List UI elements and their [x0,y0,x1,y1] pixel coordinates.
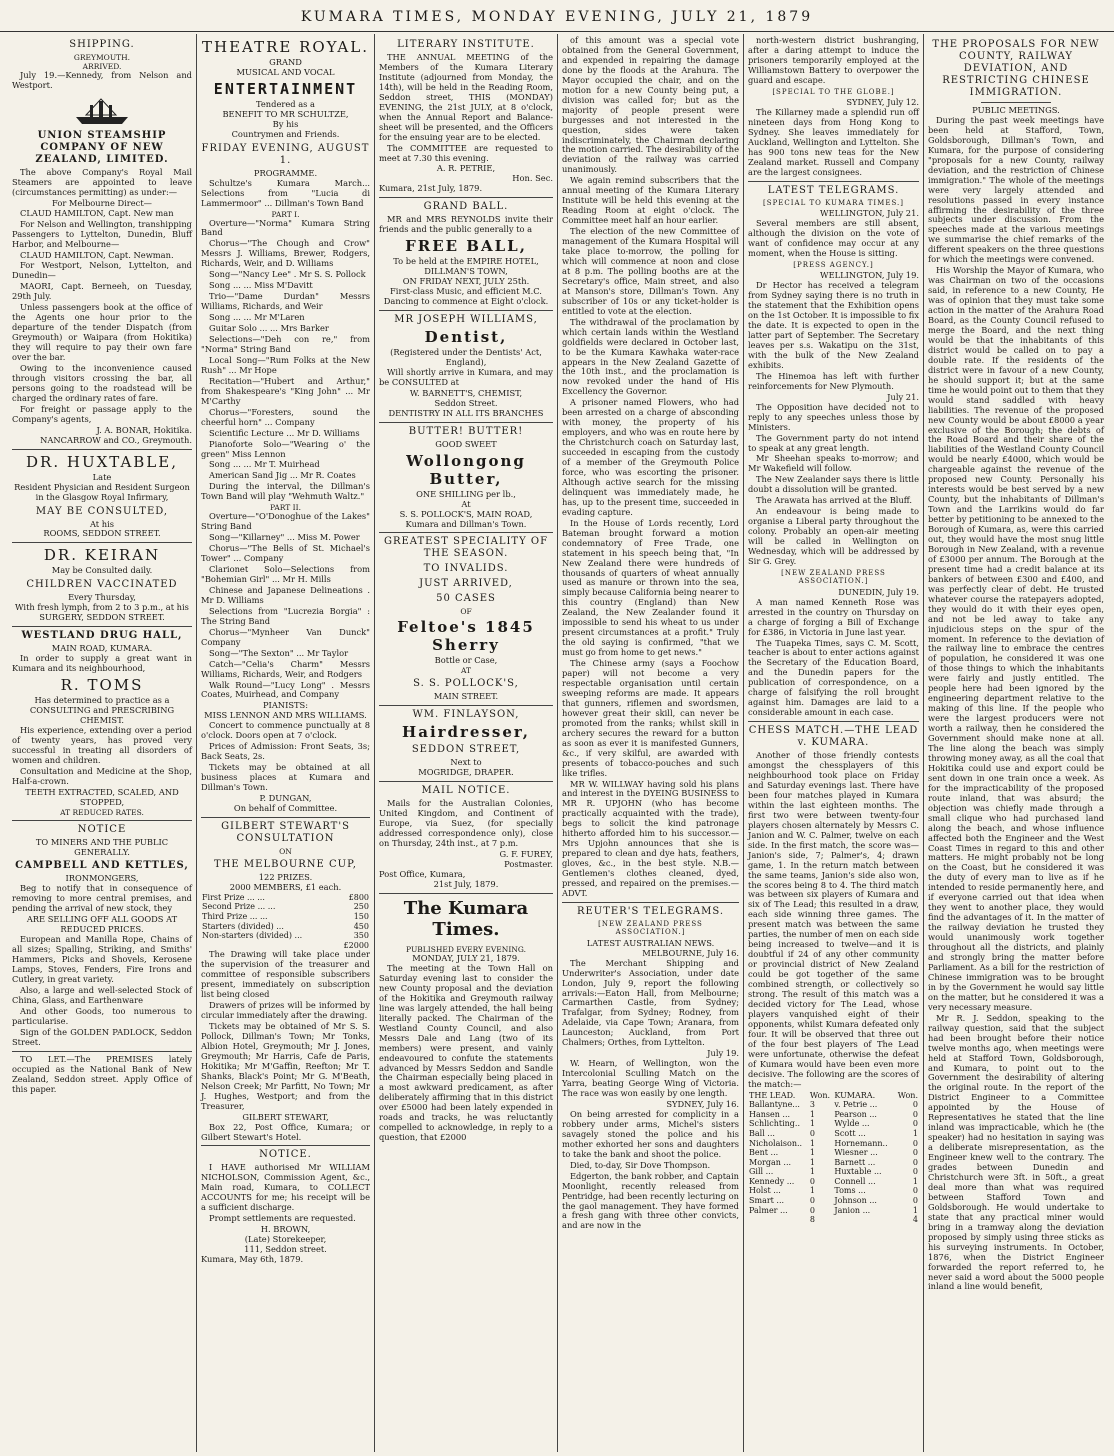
news-paragraph: His Worship the Mayor of Kumara, who was Chairman on two of the occasions said, in reference to a new County, He was of opinion that they must take some action in the matter of the Arahura Road Board, as the County Council refused to merge the Board, and the next thing would be that the inhabitants of this district would be called on to pay a double rate. If the residents of the district were in favour of a new County, he should support it; but at the same time he would point out to them that they would stand saddled with heavy liabilities. The revenue of the proposed new County would be about £8000 a year exclusive of the Borough; the debts of the Road Board and their share of the liabilities of the Westland County Council would be nearly £4000, which would be chargeable against the revenue of the proposed new County. Personally his interests would be best served by a new County, but the inhabitants of Dillman's Town and the Larrikins would do far better by petitioning to be annexed to the Borough of Kumara, as, were this carried out, they would have the most snug little Borough in New Zealand, with a revenue of £3000 per annum. The Borough at the present time had a credit balance at its bankers of between £300 and £400, and was perfectly clear of debt. He trusted whatever course the ratepayers adopted, they would do it with their eyes open, and not be led away to take any injudicious steps on the spur of the moment. In reference to the deviation of the railway line to embrace the centres of population, he considered it was one of those things to which the inhabitants were fairly and justly entitled. The people here had been ignored by the engineering department relative to the making of this line. If the people who were the largest producers were not worth a railway, then he considered the Government should make none at all. The line along the beach was simply throwing money away, as all the coal that Hokitika could use and export could be sent down in one train once a week. As for the impracticability of the proposed route inland, that was absurd; the objection was chiefly made through a small clique who had purchased land along the beach, and whose influence affected both the Engineer and the West Coast Times in regard to this and other matters. He might probably not be long on the Coast, but he considered it was the duty of every man to live as if he intended to reside permanently here, and if everyone carried out that idea when they went to another place, they would find the advantages of it. In the matter of the railway deviation he trusted they would unanimously work together throughout all the districts, and plainly and strongly bring the matter before Parliament. As a bill for the restriction of Chinese immigration was to be brought in by the Government he would say little on the matter, but he considered it was a very necessary measure. [928,265,1104,1012]
consultation-on: ON [279,846,292,856]
brown-date: Kumara, May 6th, 1879. [201,1254,304,1265]
theatre-entertainment: ENTERTAINMENT [213,79,358,98]
toms-consultation: Consultation and Medicine at the Shop, Half-a-crown. [12,765,192,786]
editorial-text: The meeting at the Town Hall on Saturday evening last to consider the new County proposal and the deviation of the Hokitika and Greymouth railway line was largely attended, the hall being literally packed. The Chairman of the Westland County Council, and also Messrs Dale and Lang (two of its members) were present, and vainly endeavoured to confute the statements advanced by Messrs Seddon and Sandle the Chairman especially being placed in a most awkward predicament, as after deliberately affirming that in this district over £5000 had been lately expended in roads and tracks, he was reluctantly compelled to acknowledge, in reply to a question, that £2000 [379,962,553,1143]
mail-notice-title: MAIL NOTICE. [421,785,511,797]
news-paragraph: Dr Hector has received a telegram from Sydney saying there is no truth in the statement that the Exhibition opens on the 1st October. It is impossible to fix the date. It is expected to open in the latter part of September. The Secretary leaves per s.s. Wakatipu on the 31st, with the bulk of the New Zealand exhibits. [748,280,919,370]
globe-tag: [SPECIAL TO THE GLOBE.] [772,87,895,96]
theatre-tendered: Tendered as a [256,98,315,109]
literary-title: LITERARY INSTITUTE. [397,39,535,50]
news-paragraph: Several members are still absent, although the division on the vote of want of confidence may occur at any moment, when the House is sitting. [748,218,919,258]
dateline-july21: July 21. [887,391,919,402]
huxtable-consult: MAY BE CONSULTED, [35,505,169,517]
programme-item: Schultze's Kumara March... Selections from "Lucia di Lammermoor" ... Dillman's Town Band [201,177,370,208]
hairdresser-title: Hairdresser, [402,723,530,742]
campbell-china: Also, a large and well-selected Stock of China, Glass, and Earthenware [12,984,192,1005]
dentist-title: Dentist, [424,328,508,347]
teeth-notice: TEETH EXTRACTED, SCALED, AND STOPPED, [25,786,179,807]
programme-item: Chorus—"The Bells of St. Michael's Tower" ... Company [201,543,370,564]
part-1-heading: PART I. [271,209,300,219]
masthead: KUMARA TIMES, MONDAY EVENING, JULY 21, 1879 [0,0,1114,32]
theatre-friends: Countrymen and Friends. [231,128,340,139]
steamship-icon [72,93,132,127]
programme-item: Selections from "Lucrezia Borgia" : The String Band [201,605,370,626]
nelson-route: For Nelson and Wellington, transhipping Passengers to Lyttelton, Dunedin, Bluff Harbor, and Melbourne— [12,218,192,249]
programme-item: Walk Round—"Lucy Long" . Messrs Coates, Muirhead, and Company [201,679,370,700]
news-paragraph: A prisoner named Flowers, who had been arrested on a charge of absconding with money, the property of his employers, and who was en route here by the Christchurch coach on Saturday last, succeeded in escaping from the custody of a member of the Greymouth Police force, who was escorting the prisoner. Although active search for the missing delinquent was immediately made, he has, up to the present time, succeeded in evading capture. [562,397,739,517]
programme-item: Trio—"Dame Durdan" Messrs Williams, Richards, and Weir [201,291,370,312]
news-paragraph: The Arawata has arrived at the Bluff. [756,495,913,506]
campbell-sign: Sign of the GOLDEN PADLOCK, Seddon Street. [12,1026,192,1047]
agent-bonar: J. A. BONAR, Hokitika. [96,424,192,435]
speciality-title: GREATEST SPECIALITY OF THE SEASON. [383,536,549,560]
dungan-name: P. DUNGAN, [259,793,312,803]
table-row: Third Prize ... ... 150 [202,912,369,921]
melbourne-route: For Melbourne Direct— [52,197,152,208]
furey-name: G. F. FUREY, [499,849,553,860]
greymouth-heading: GREYMOUTH. [73,53,131,62]
programme-item: Guitar Solo ... ... Mrs Barker [209,323,329,334]
news-paragraph: The New Zealander says there is little doubt a dissolution will be granted. [748,474,919,495]
theatre-musical: MUSICAL AND VOCAL [236,66,335,77]
to-let-notice: TO LET.—The PREMISES lately occupied as the National Bank of New Zealand, Seddon street. Apply Office of this paper. [12,1053,192,1094]
column-3 [374,34,557,1452]
butter-pollock: S. S. POLLOCK'S, MAIN ROAD, [399,508,533,519]
concert-time: Concert to commence punctually at 8 o'clock. Doors open at 7 o'clock. [201,720,370,741]
news-paragraph: On being arrested for complicity in a robbery under arms, Michel's sisters savagely stoned the police and his mother exhorted her sons and daughters to take the bank and shoot the police. [562,1108,739,1159]
news-paragraph: Another of those friendly contests amongst the chessplayers of this neighbourhood took place on Friday and Saturday evenings last. There have been four matches played in Kumara within the last eighteen months. The first two were between twenty-four players chosen alternately by Messrs C. Janion and W. C. Palmer, twelve on each side. In the first match, the score was—Janion's side, 7; Palmer's, 4; drawn game, 1. In the return match between the same teams, Janion's side also won, the scores being 8 to 4. The third match was between six players of Kumara and six of The Lead; this resulted in a draw, each side winning three games. The present match was between the same parties, the number of men on each side being increased to twelve—and it is doubtful if 24 of any other community or provincial district of New Zealand could be got together of the same combined strength, or collectively so strong. The result of this match was a decided victory for The Lead, whose players vanquished eight of their opponents, whilst Kumara defeated only four. It will be observed that three out of the four best players of The Lead were unfortunate, otherwise the defeat of Kumara would have been even more decisive. The following are the scores of the match:— [748,750,919,1089]
grand-ball-title: GRAND BALL. [423,201,509,213]
dateline-sydney: SYDNEY, July 16. [666,1099,739,1109]
of-label: OF [460,607,472,617]
dateline-sydney: SYDNEY, July 12. [846,97,919,108]
news-paragraph: The Opposition have decided not to reply to any speeches unless those by Ministers. [748,401,919,432]
table-row: Kennedy ... 0 Connell ... 1 [749,1176,918,1186]
wollongong-butter: Wollongong Butter, [406,451,526,488]
column-2 [196,34,374,1452]
latest-australian: LATEST AUSTRALIAN NEWS. [586,937,715,948]
claud-hamilton-1: CLAUD HAMILTON, Capt. New man [20,207,174,218]
table-row: £2000 [343,940,369,950]
finlayson-next: Next to [450,757,482,768]
programme-item: Selections—"Deh con re," from "Norma" String Band [201,334,370,354]
huxtable-credentials: Resident Physician and Resident Surgeon in the Glasgow Royal Infirmary, [14,481,190,502]
keiran-thursday: Every Thursday, [68,592,136,603]
column-5 [743,34,923,1452]
notice-2-text: I HAVE authorised Mr WILLIAM NICHOLSON, Commission Agent, &c., Main road, Kumara, to COLLECT ACCOUNTS for me; his receipt will be a sufficient discharge. [201,1162,370,1213]
programme-item: Song ... ... Mr T. Muirhead [209,459,320,470]
gs-box: Box 22, Post Office, Kumara; or Gilbert Stewart's Hotel. [201,1121,370,1142]
programme-item: Song—"Nancy Lee" . Mr S. S. Pollock [209,269,366,280]
furey-title: Postmaster. [504,858,553,869]
literary-text: THE ANNUAL MEETING of the Members of the Kumara Literary Institute (adjourned from Monday, the 14th), will be held in the Reading Room, Seddon street, THIS (MONDAY) EVENING, the 21st JULY, at 8 o'clock, when the Annual Report and Balance-sheet will be presented, and the Officers for the ensuing year are to be elected. [379,52,553,142]
programme-item: Chinese and Japanese Delineations . Mr D. Williams [201,584,370,605]
dentist-reg: (Registered under the Dentists' Act, England), [390,347,542,367]
mail-notice-text: Mails for the Australian Colonies, United Kingdom, and Continent of Europe, via Suez, (for specially addressed correspondence only), close on Thursday, 24th inst., at 7 p.m. [379,798,553,849]
table-row: Nicholaison.. 1 Hornemann.. 0 [749,1138,918,1148]
news-paragraph: The Tuapeka Times, says C. M. Scott, teacher is about to enter actions against the Secretary of the Education Board, and the Dunedin papers for the publication of correspondence, on a charge of falsifying the roll brought against him. Damages are laid to a considerable amount in each case. [748,637,919,718]
campbell-title: CAMPBELL AND KETTLES, [15,860,189,872]
published-note: PUBLISHED EVERY EVENING. [406,945,526,955]
petrie-title: Hon. Sec. [512,173,553,184]
free-ball: FREE BALL, [405,237,527,256]
toms-name: R. TOMS [60,676,144,695]
butter-towns: Kumara and Dillman's Town. [405,518,527,529]
news-paragraph: of this amount was a special vote obtained from the General Government, and expended in repairing the damage done by the floods at the Arahura. The Mayor occupied the chair, and on the motion for a new County being put, a division was called for; but as the majority of people present were burgesses and not interested in the question, sides were taken indiscriminately, the Chairman declaring the motion carried. The desirability of the deviation of the railway was carried unanimously. [562,35,739,175]
keiran-surgery: SURGERY, SEDDON STREET. [39,612,165,623]
news-paragraph: The Killarney made a splendid run off nineteen days from Hong Kong to Sydney. She leaves immediately for Auckland, Wellington and Lyttelton. She has 900 tons new teas for the New Zealand market. Russell and Company are the largest consignees. [748,107,919,177]
programme-heading: PROGRAMME. [253,167,318,178]
cases-count: 50 CASES [436,593,496,605]
table-row: Ballantyne... 3 v. Petrie ... 0 [749,1100,918,1110]
column-1 [8,34,196,1452]
table-row: Non-starters (divided) ... 350 [202,931,369,941]
table-row: Ball ... 0 Scott ... 1 [749,1128,918,1138]
table-row: Bent ... 1 Wiesner ... 0 [749,1148,918,1158]
usc-intro: The above Company's Royal Mail Steamers are appointed to leave (circumstances permitting) as under:— [12,166,192,197]
dateline-dunedin: DUNEDIN, July 19. [838,586,919,597]
empire-hotel: To be held at the EMPIRE HOTEL, [393,256,539,267]
teeth-rates: AT REDUCED RATES. [60,807,144,817]
nzpa-tag: [NEW ZEALAND PRESS ASSOCIATION.] [781,568,886,586]
programme-item: Recitation—"Hubert and Arthur," from Shakespeare's "King John" ... Mr M'Carthy [201,375,370,406]
press-agency-tag: [PRESS AGENCY.] [793,260,874,269]
programme-item: Scientific Lecture ... Mr D. Williams [209,427,360,438]
agent-nancarrow: NANCARROW and CO., Greymouth. [40,434,192,445]
table-header: THE LEAD. Won. KUMARA. Won. [749,1090,918,1100]
invalids-title: TO INVALIDS. [423,563,509,575]
campbell-intro: Beg to notify that in consequence of removing to more central premises, and pending the arrival of new stock, they [12,883,192,914]
maori-ship: MAORI, Capt. Berneeh, on Tuesday, 29th July. [12,281,192,302]
programme-item: Chorus—"Mynheer Van Dunck" Company [201,626,370,647]
ball-dancing: Dancing to commence at Eight o'clock. [383,296,549,307]
shipping-heading: SHIPPING. [69,39,135,50]
programme-item: Song—"The Sexton" ... Mr Taylor [209,647,349,658]
usc-title: UNION STEAMSHIP COMPANY OF NEW ZEALAND, LIMITED. [35,129,169,165]
news-paragraph: A man named Kenneth Rose was arrested in the country on Thursday on a charge of forging a Bill of Exchange for £386, in Victoria in June last year. [748,596,919,637]
finlayson-name: WM. FINLAYSON, [412,709,520,721]
huxtable-rooms: ROOMS, SEDDON STREET. [43,528,161,539]
campbell-iron: IRONMONGERS, [65,873,139,884]
arrived-label: ARRIVED. [82,62,122,71]
notice-heading: NOTICE [77,823,127,835]
table-row: Morgan ... 1 Barnett ... 0 [749,1157,918,1167]
consultation-title: GILBERT STEWART'S CONSULTATION [221,820,350,844]
programme-item: Song ... ... Miss M'Davitt [209,280,313,291]
keiran-name: DR. KEIRAN [43,546,161,565]
finlayson-street: SEDDON STREET, [411,744,521,756]
drawing-note: The Drawing will take place under the supervision of the treasurer and committee of responsible subscribers present, immediately on subscription list being closed [201,949,370,1000]
just-arrived: JUST ARRIVED, [419,578,513,590]
pianists-names: MISS LENNON AND MRS WILLIAMS. [204,710,367,721]
sherry-pollock: S. S. POLLOCK'S, [413,678,519,690]
theatre-benefit: BENEFIT TO MR SCHULTZE, [222,108,349,119]
table-row: Holst ... 1 Toms ... 0 [749,1186,918,1196]
notice-miners: TO MINERS AND THE PUBLIC GENERALLY. [35,836,169,857]
mogridge-draper: MOGRIDGE, DRAPER. [418,767,514,778]
news-paragraph: Mr Sheehan speaks to-morrow; and Mr Wakefield will follow. [748,453,919,474]
dateline-wellington-19: WELLINGTON, July 19. [820,270,919,281]
brown-addr: 111, Seddon street. [244,1244,327,1255]
usc-fare-notice: Unless passengers book at the office of the Agents one hour prior to the departure of the tender Dispatch (from Greymouth) or Waipara (from Hokitika) they will require to pay their own fare over the bar. [12,302,192,363]
news-paragraph: Died, to-day, Sir Dove Thompson. [570,1159,711,1170]
public-meetings: PUBLIC MEETINGS. [972,105,1060,115]
part-2-heading: PART II. [270,503,301,513]
prize-table [201,893,370,951]
ball-invite: MR and MRS REYNOLDS invite their friends and the public generally to a [379,214,553,235]
news-paragraph: The Chinese army (says a Foochow paper) will not become a very respectable organisation until certain sweeping reforms are made. It appears that gunners, riflemen and swordsmen, however great their skill, can never be promoted from the ranks; whilst skill in archery secures the reward for a button as soon as ever it is manifested Gunners, &c., if very skilful, are awarded with presents of tobacco-pouches and such like trifles. [562,658,739,778]
brown-name: H. BROWN, [260,1224,311,1235]
dentist-street: Seddon Street. [434,397,498,408]
dungan-behalf: On behalf of Committee. [233,802,338,813]
butter-at: At [461,498,471,509]
dentist-name: MR JOSEPH WILLIAMS, [394,314,538,326]
interval-note: During the interval, the Dillman's Town Band will play "Wehmuth Waltz." [201,481,370,502]
proposals-title: THE PROPOSALS FOR NEW COUNTY, RAILWAY DEVIATION, AND RESTRICTING CHINESE IMMIGRATION. [932,39,1100,98]
barnett-chemist: W. BARNETT'S, CHEMIST, [409,387,523,398]
sherry-name: Feltoe's 1845 Sherry [397,618,535,655]
huxtable-late: Late [92,471,112,482]
literary-date: Kumara, 21st July, 1879. [379,183,483,194]
programme-item: Clarionet Solo—Selections from "Bohemian Girl" ... Mr H. Mills [201,564,370,584]
reuters-title: REUTER'S TELEGRAMS. [576,905,725,917]
programme-item: Song—"Killarney" ... Miss M. Power [209,532,360,543]
huxtable-name: DR. HUXTABLE, [26,452,178,471]
drug-hall-intro: In order to supply a great want in Kumara and its neighbourhood, [12,653,192,674]
table-totals: 8 4 [809,1215,918,1225]
sherry-at: AT [460,666,471,676]
notice-2-heading: NOTICE. [259,1149,312,1161]
toms-experience: His experience, extending over a period of twenty years, has proved very successful in treating all disorders of women and children. [12,724,192,765]
programme-item: Chorus—"The Chough and Crow" Messrs J. Williams, Brewer, Rodgers, Richards, Weir, and D. Williams [201,238,370,269]
butter-good: GOOD SWEET [435,438,497,449]
westport-route: For Westport, Nelson, Lyttelton, and Dunedin— [12,260,192,281]
news-paragraph: The withdrawal of the proclamation by which certain lands within the Westland goldfields were declared in October last, to be the Kumara Kawhaka water-race appears in the New Zealand Gazette of the 10th inst., and the proclamation is now revoked under the hand of His Excellency the Governor. [562,316,739,397]
dateline-wellington-21: WELLINGTON, July 21. [820,208,919,219]
programme-item: Catch—"Celia's Charm" Messrs Williams, Richards, Weir, and Rodgers [201,658,370,679]
table-row: Gill ... 1 Huxtable ... 0 [749,1167,918,1177]
arrival-text: July 19.—Kennedy, from Nelson and Westport. [12,70,192,90]
ball-date: ON FRIDAY NEXT, JULY 25th. [402,276,530,287]
programme-item: Overture—"Norma" Kumara String Band [201,217,370,238]
news-paragraph: The Merchant Shipping and Underwriter's Association, under date London, July 9, report the following arrivals:—Eaton Hall, from Melbourne; Carmarthen Castle, from Sydney; Trafalgar, from Sydney; Rodney, from Adelaide, via Cape Town; Aranara, from Launceston; Auckland, from Port Chalmers; Orthes, from Lyttelton. [562,957,739,1048]
petrie-name: A. R. PETRIE, [436,163,496,174]
kumara-times-nameplate: The Kumara Times. [403,897,529,941]
post-date: 21st July, 1879. [433,878,499,889]
table-row: Starters (divided) ... 450 [202,921,369,931]
programme-item: Overture—"O'Donoghue of the Lakes" String Band [201,511,370,532]
chess-table [748,1091,919,1225]
column-4 [557,34,743,1452]
news-paragraph: We again remind subscribers that the annual meeting of the Kumara Literary Institute will be held this evening at the Reading Room at eight o'clock. The Committee meet half an hour earlier. [562,175,739,226]
gs-name: GILBERT STEWART, [242,1111,329,1122]
post-office: Post Office, Kumara, [379,868,466,879]
news-paragraph: The election of the new Committee of management of the Kumara Hospital will take place to-morrow, the polling for which will commence at noon and close at 8 p.m. The polling booths are at the Secretary's office, Main street, and also at Manson's store, Dillman's Town. Any subscriber of 10s or any ticket-holder is entitled to vote at the election. [562,226,739,316]
programme-item: American Sand Jig ... Mr R. Coates [209,470,356,481]
campbell-other: And other Goods, too numerous to particularise. [12,1005,192,1026]
theatre-date: FRIDAY EVENING, AUGUST 1. [201,142,370,166]
toms-chemist: CONSULTING and PRESCRIBING CHEMIST. [29,705,175,725]
programme-item: Chorus—"Foresters, sound the cheerful horn" ... Company [201,406,370,427]
melbourne-cup: THE MELBOURNE CUP, [214,858,357,870]
theatre-by: By his [272,118,299,129]
column-6 [923,34,1108,1452]
drawers-note: Drawers of prizes will be informed by circular immediately after the drawing. [201,1000,370,1021]
news-paragraph: In the House of Lords recently, Lord Bateman brought forward a motion condemnatory of Free Trade, one statement in his speech being that, "In New Zealand there were hundreds of thousands of quarters of wheat annually used as manure or thrown into the sea, simply because California being nearer to this country (England) than New Zealand, the New Zealander found it impossible to send his wheat to us under present circumstances at a profit." Truly the old saying is confirmed, "that we must go from home to get news." [562,517,739,658]
programme-item: Song ... ... Mr M'Laren [209,312,305,323]
admission-prices: Prices of Admission: Front Seats, 3s; Back Seats, 2s. [201,741,370,762]
news-paragraph: The Hinemoa has left with further reinforcements for New Plymouth. [748,370,919,391]
news-paragraph: Edgerton, the bank robber, and Captain Moonlight, recently released from Pentridge, had been recently lecturing on the gaol management. They have formed a fresh gang with three other convicts, and are now in the [562,1170,739,1231]
drug-hall-road: MAIN ROAD, KUMARA. [51,643,153,654]
latest-telegrams-title: LATEST TELEGRAMS. [767,184,900,196]
news-paragraph: During the past week meetings have been held at Stafford, Town, Goldsborough, Dillman's Town, and Kumara, for the purpose of considering "proposals for a new County, railway deviation, and the restriction of Chinese immigration." The whole of the meetings were very largely attended and resolutions passed in every instance affirming the desirability of the three subjects under discussion. From the speeches made at the various meetings we summarise the chief remarks of the different speakers on the three questions for which the meetings were convened. [928,114,1104,265]
keiran-daily: May be Consulted daily. [51,565,153,576]
programme-item: Local Song—"Rum Folks at the New Rush" ... Mr Hope [201,354,370,375]
press-association-tag: [NEW ZEALAND PRESS ASSOCIATION.] [598,919,703,937]
news-paragraph: An endeavour is being made to organise a Liberal party throughout the colony. Probably an open-air meeting will be called in Wellington on Wednesday, which will be addressed by Sir G. Grey. [748,506,919,567]
gs-tickets: Tickets may be obtained of Mr S. S. Pollock, Dillman's Town; Mr Tonks, Albion Hotel, Greymouth; Mr J. Jones, Greymouth; Mr Harris, Cafe de Paris, Hokitika; Mr M'Gaffin, Reefton; Mr T. Shanks, Black's Point; Mr G. M'Beath, Nelson Creek; Mr Parfitt, No Town; Mr J. Hughes, Westport; and from the Treasurer, [201,1021,370,1111]
news-paragraph: W. Hearn, of Wellington, won the Intercolonial Sculling Match on the Yarra, beating George Wing of Victoria. The race was won easily by one length. [562,1058,739,1099]
campbell-selling: ARE SELLING OFF ALL GOODS AT REDUCED PRICES. [26,914,178,935]
usc-freight: For freight or passage apply to the Company's agents, [12,403,192,424]
table-row: Schlichting.. 1 Wylde ... 0 [749,1119,918,1129]
news-paragraph: Mr R. J. Seddon, speaking to the railway question, said that the subject had been brought before their notice twelve months ago, when meetings were held at Stafford Town, Goldsborough, and Kumara, to point out to the Government the desirability of altering the original route. In the report of the District Engineer to a Committee appointed by the House of Representatives he stated that the line inland was impracticable, which he (the speaker) had no hesitation in saying was a deliberate misrepresentation, as the Engineer knew well to the contrary. The grades between Dunedin and Christchurch were 3ft. in 50ft., a great deal more than what was required between Stafford Town and Goldsborough. He would undertake to state that any practical miner would bring in a tramway along the deviation proposed by simply using three sticks as his surveying instruments. In October, 1876, when the District Engineer forwarded the report referred to, he never said a word about the 5000 people inland a line would benefit, [928,1012,1104,1292]
news-paragraph: MR W. WILLWAY having sold his plans and interest in the DYEING BUSINESS to MR R. UPJOHN (who has become practically acquainted with the trade), begs to solicit the kind patronage hitherto afforded him to his successor.—Mrs Upjohn announces that she is prepared to clean and dye hats, feathers, gloves, &c., in the best style. N.B.—Gentlemen's clothes cleaned, dyed, pressed, and repaired on the premises.—ADVT. [562,778,739,899]
claud-hamilton-2: CLAUD HAMILTON, Capt. Newman. [20,249,174,260]
literary-committee: The COMMITTEE are requested to meet at 7.30 this evening. [379,142,553,163]
table-row: Second Prize ... ... 250 [202,902,369,912]
toms-determined: Has determined to practice as a [34,695,170,706]
news-paragraph: The Government party do not intend to speak at any great length. [748,432,919,453]
prizes-count: 122 PRIZES. [258,871,313,882]
dentistry-branches: DENTISTRY IN ALL ITS BRANCHES [388,407,544,418]
pianists-heading: PIANISTS: [262,700,309,711]
edition-date: MONDAY, JULY 21, 1879. [412,953,520,964]
huxtable-at: At his [89,518,115,529]
members-count: 2000 MEMBERS, £1 each. [229,881,342,892]
butter-price: ONE SHILLING per lb., [416,488,516,499]
sherry-bottle: Bottle or Case, [434,655,498,666]
usc-bar-notice: Owing to the inconvenience caused through visitors crossing the bar, all persons going to the roadstead will be charged the ordinary rates of fare. [12,363,192,403]
sherry-street: MAIN STREET. [433,691,499,702]
special-tag: [SPECIAL TO KUMARA TIMES.] [763,198,904,207]
table-row: First Prize ... ... £800 [202,892,369,902]
ball-music: First-class Music, and efficient M.C. [390,286,542,297]
programme-item: Pianoforte Solo—"Wearing o' the green" Miss Lennon [201,438,370,459]
theatre-grand: GRAND [269,57,302,67]
table-row: Smart ... 0 Johnson ... 0 [749,1196,918,1206]
chess-title: CHESS MATCH.—THE LEAD v. KUMARA. [748,725,919,749]
notice-2-prompt: Prompt settlements are requested. [209,1213,356,1224]
campbell-goods: European and Manilla Rope, Chains of all sizes; Spalling, Striking, and Smiths' Hammers, Picks and Shovels, Kerosene Lamps, Stoves, Fenders, Fire Irons and Cutlery, in great variety. [12,934,192,984]
dateline-melbourne: MELBOURNE, July 16. [642,947,739,958]
dateline-july19: July 19. [707,1048,739,1059]
ball-town: DILLMAN'S TOWN, [424,266,508,277]
keiran-vaccinated: CHILDREN VACCINATED [26,579,178,591]
brown-store: (Late) Storekeeper, [244,1234,327,1245]
dentist-arrive: Will shortly arrive in Kumara, and may be CONSULTED at [379,366,553,387]
drug-hall-title: WESTLAND DRUG HALL, [21,630,183,642]
keiran-lymph: With fresh lymph, from 2 to 3 p.m., at his [15,602,189,613]
table-row: Palmer ... 0 Janion ... 1 [749,1205,918,1215]
news-paragraph: north-western district bushranging, after a daring attempt to induce the prisoners temporarily employed at the Williamstown Battery to overpower the guard and escape. [748,35,919,85]
theatre-title: THEATRE ROYAL. [202,38,369,56]
table-row: Hansen ... 1 Pearson ... 0 [749,1109,918,1119]
butter-title: BUTTER! BUTTER! [408,425,524,437]
tickets-note: Tickets may be obtained at all business places at Kumara and Dillman's Town. [201,762,370,793]
